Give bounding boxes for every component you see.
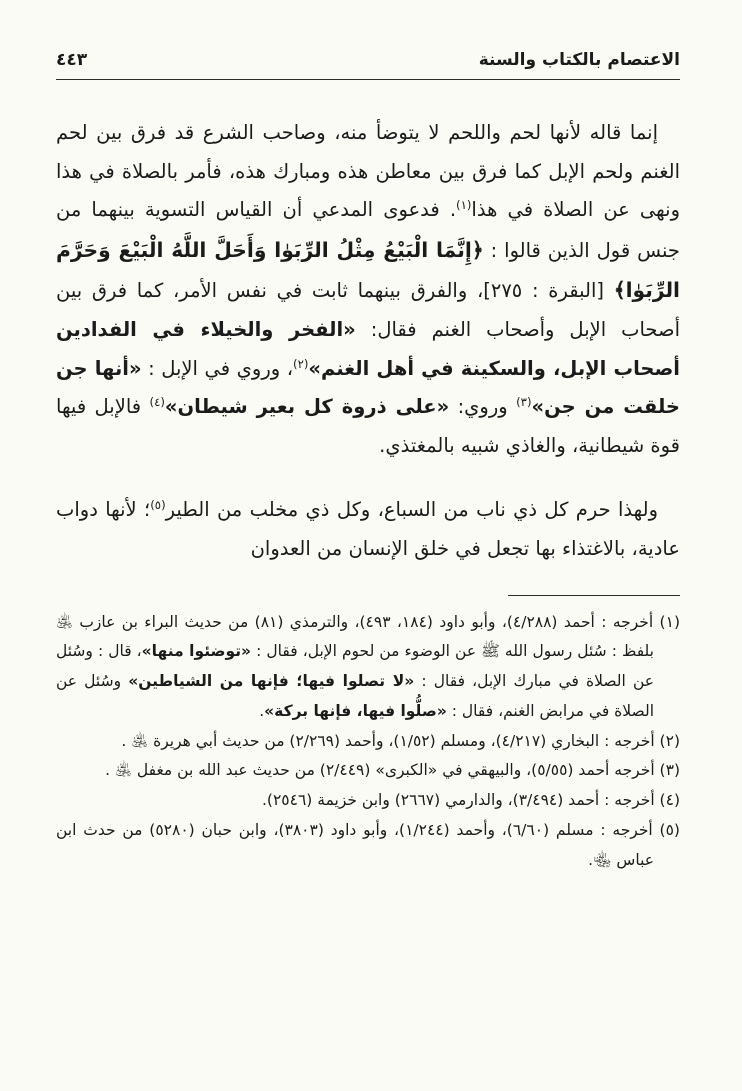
footnote-2 xyxy=(56,727,680,757)
text-segment: ولهذا حرم كل ذي ناب من السباع، وكل ذي مخلب من الطير xyxy=(165,498,658,522)
footnotes-section xyxy=(56,595,680,876)
text-segment: وسُئل عن الصلاة في مرابض الغنم، فقال : xyxy=(56,672,654,720)
text-segment: (٣) أخرجه أحمد (٥/٥٥)، والبيهقي في «الكبرى» (٢/٤٤٩) من حديث عبد الله بن مغفل ﵁ . xyxy=(105,761,680,780)
book-title: الاعتصام بالكتاب والسنة xyxy=(478,50,680,70)
text-segment: إنما قاله لأنها لحم واللحم لا يتوضأ منه، وصاحب الشرع قد فرق بين لحم الغنم ولحم الإبل كما فرق بين معاطن هذه ومبارك هذه، فأمر بالصلاة في هذا ونهى عن الصلاة في هذا xyxy=(56,121,680,222)
text-segment: ؛ لأنها دواب عادية، بالاغتذاء بها تجعل في خلق الإنسان من العدوان xyxy=(56,498,680,561)
text-segment: (١) أخرجه : أحمد (٤/٢٨٨)، وأبو داود (١٨٤، ٤٩٣)، والترمذي (٨١) من حديث البراء بن عازب ﵁ بلفظ : سُئل رسول الله ﷺ عن الوضوء من لحوم الإبل، فقال : xyxy=(56,612,680,661)
text-segment: . فدعوى المدعي أن القياس التسوية بينهما من جنس قول الذين قالوا : xyxy=(56,198,680,262)
page-header xyxy=(56,50,680,70)
quran-verse: ﴿إِنَّمَا الْبَيْعُ مِثْلُ الرِّبَوٰا وَأَحَلَّ اللَّهُ الْبَيْعَ وَحَرَّمَ الرِّبَوٰا﴾ xyxy=(56,237,681,303)
footnote-4 xyxy=(56,786,680,816)
text-segment: . xyxy=(259,701,265,720)
paragraph-2 xyxy=(56,491,680,568)
hadith-quote: «صلُّوا فيها، فإنها بركة» xyxy=(264,701,447,720)
hadith-quote: «توضئوا منها» xyxy=(141,642,252,661)
footnote-marker: (٥) xyxy=(150,498,166,513)
footnote-separator xyxy=(508,595,680,596)
text-segment: ، وروي في الإبل : xyxy=(141,356,293,380)
footnotes-list xyxy=(56,608,680,876)
header-rule xyxy=(56,79,680,80)
text-segment: وروي: xyxy=(449,395,517,419)
footnote-1 xyxy=(56,608,680,727)
hadith-quote: «على ذروة كل بعير شيطان» xyxy=(164,395,450,419)
footnote-marker: (٢) xyxy=(293,356,309,371)
hadith-quote: «أنها جن خلقت من جن» xyxy=(56,356,680,419)
footnote-marker: (٤) xyxy=(149,395,165,410)
footnote-5 xyxy=(56,816,680,876)
text-segment: (٥) أخرجه : مسلم (٦/٦٠)، وأحمد (١/٢٤٤)، وأبو داود (٣٨٠٣)، وابن حبان (٥٢٨٠) من حدث ابن عباس ﵄. xyxy=(56,820,680,869)
footnote-3 xyxy=(56,756,680,786)
text-segment: فالإبل فيها قوة شيطانية، والغاذي شبيه بالمغتذي. xyxy=(56,395,680,457)
hadith-quote: «الفخر والخيلاء في الفدادين أصحاب الإبل، والسكينة في أهل الغنم» xyxy=(56,318,680,380)
footnote-marker: (٣) xyxy=(516,395,532,410)
footnote-marker: (١) xyxy=(456,198,472,213)
paragraph-1 xyxy=(56,114,680,465)
page-number: ٤٤٣ xyxy=(56,50,88,70)
text-segment: ، قال : وسُئل عن الصلاة في مبارك الإبل، فقال : xyxy=(56,642,655,691)
body-text xyxy=(56,114,680,569)
text-segment: (٤) أخرجه : أحمد (٣/٤٩٤)، والدارمي (٢٦٦٧) وابن خزيمة (٢٥٤٦). xyxy=(262,791,680,810)
text-segment: (٢) أخرجه : البخاري (٤/٢١٧)، ومسلم (١/٥٢)، وأحمد (٢/٢٦٩) من حديث أبي هريرة ﵁ . xyxy=(121,731,680,750)
hadith-quote: «لا تصلوا فيها؛ فإنها من الشياطين» xyxy=(128,672,415,691)
text-segment: [البقرة : ٢٧٥]، والفرق بينهما ثابت في نفس الأمر، كما فرق بين أصحاب الإبل وأصحاب الغنم فقال: xyxy=(56,279,680,342)
